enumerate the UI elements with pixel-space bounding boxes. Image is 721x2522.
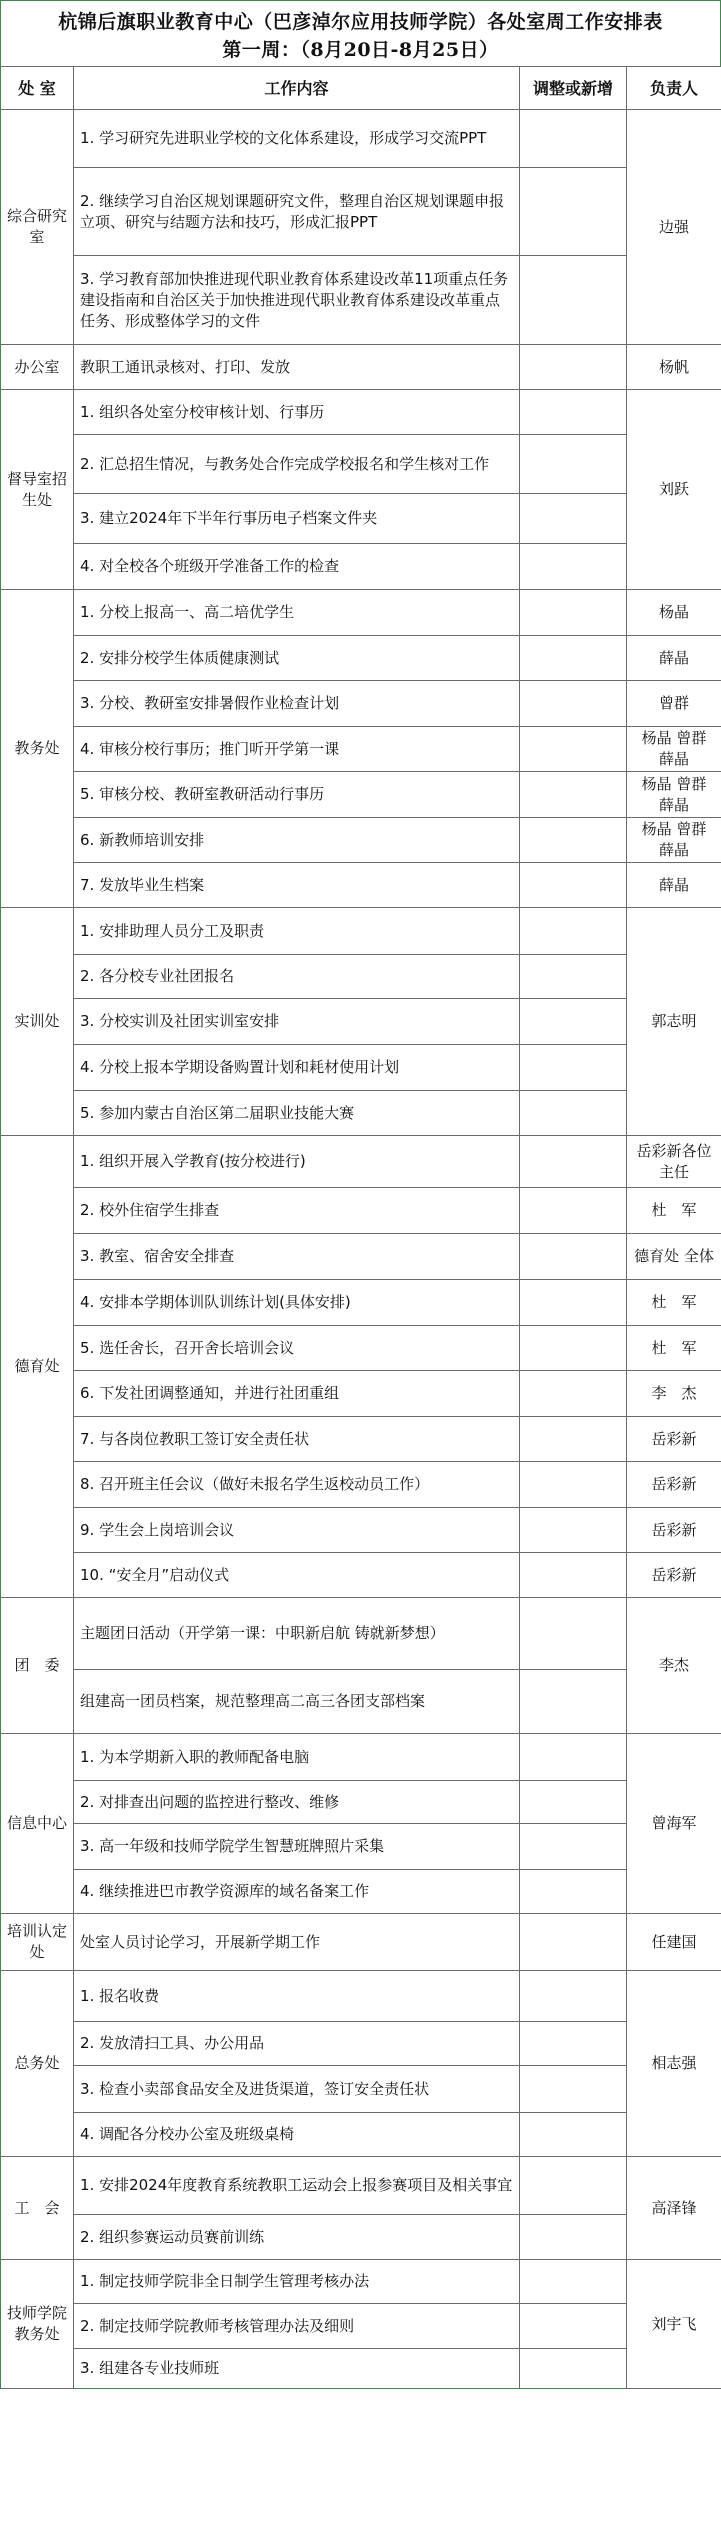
dept-name-cell: 实训处: [1, 908, 74, 1136]
table-row: [1, 1462, 721, 1508]
dept-name-cell: 教务处: [1, 590, 74, 908]
adjust-cell: [520, 1781, 627, 1824]
task-content-cell: 处室人员讨论学习，开展新学期工作: [74, 1914, 520, 1971]
adjust-cell: [520, 2215, 627, 2260]
table-row: [1, 2215, 721, 2260]
table-row: [1, 863, 721, 908]
table-row: [1, 590, 721, 636]
owner-cell: 曾海军: [627, 1734, 721, 1914]
adjust-cell: [520, 1508, 627, 1553]
owner-cell: 刘宇飞: [627, 2260, 721, 2389]
adjust-cell: [520, 772, 627, 818]
header-content: 工作内容: [74, 67, 520, 110]
table-row: [1, 1781, 721, 1824]
owner-cell: 岳彩新: [627, 1462, 721, 1508]
owner-cell: 郭志明: [627, 908, 721, 1136]
adjust-cell: [520, 2304, 627, 2349]
adjust-cell: [520, 1136, 627, 1188]
owner-cell: 杜 军: [627, 1188, 721, 1234]
owner-cell: 德育处 全体: [627, 1234, 721, 1280]
table-row: [1, 1870, 721, 1914]
task-content-cell: 7. 发放毕业生档案: [74, 863, 520, 908]
owner-cell: 岳彩新: [627, 1508, 721, 1553]
title-block: [0, 0, 721, 66]
adjust-cell: [520, 636, 627, 681]
owner-cell: 曾群: [627, 681, 721, 727]
adjust-cell: [520, 256, 627, 345]
dept-name-cell: 德育处: [1, 1136, 74, 1598]
header-row: [1, 67, 721, 110]
owner-cell: 杜 军: [627, 1326, 721, 1371]
adjust-cell: [520, 1971, 627, 2022]
task-content-cell: 3. 检查小卖部食品安全及进货渠道，签订安全责任状: [74, 2066, 520, 2113]
table-row: [1, 2157, 721, 2215]
dept-name-cell: 工 会: [1, 2157, 74, 2260]
table-row: [1, 2349, 721, 2389]
task-content-cell: 3. 分校、教研室安排暑假作业检查计划: [74, 681, 520, 727]
task-content-cell: 2. 校外住宿学生排查: [74, 1188, 520, 1234]
table-row: [1, 1091, 721, 1136]
owner-cell: 杨晶 曾群 薛晶: [627, 727, 721, 772]
table-row: [1, 1045, 721, 1091]
dept-name-cell: 总务处: [1, 1971, 74, 2157]
table-row: [1, 168, 721, 256]
adjust-cell: [520, 590, 627, 636]
task-content-cell: 4. 继续推进巴市教学资源库的域名备案工作: [74, 1870, 520, 1914]
owner-cell: 李杰: [627, 1598, 721, 1734]
adjust-cell: [520, 1234, 627, 1280]
task-content-cell: 9. 学生会上岗培训会议: [74, 1508, 520, 1553]
task-content-cell: 3. 教室、宿舍安全排查: [74, 1234, 520, 1280]
dept-name-cell: 培训认定处: [1, 1914, 74, 1971]
table-row: [1, 727, 721, 772]
task-content-cell: 主题团日活动（开学第一课：中职新启航 铸就新梦想）: [74, 1598, 520, 1670]
table-row: [1, 955, 721, 999]
task-content-cell: 1. 分校上报高一、高二培优学生: [74, 590, 520, 636]
header-owner: 负责人: [627, 67, 721, 110]
adjust-cell: [520, 1045, 627, 1091]
task-content-cell: 2. 安排分校学生体质健康测试: [74, 636, 520, 681]
adjust-cell: [520, 2349, 627, 2389]
adjust-cell: [520, 1914, 627, 1971]
table-row: [1, 544, 721, 590]
dept-name-cell: 办公室: [1, 345, 74, 390]
task-content-cell: 3. 建立2024年下半年行事历电子档案文件夹: [74, 494, 520, 544]
adjust-cell: [520, 2157, 627, 2215]
page-title: 杭锦后旗职业教育中心（巴彦淖尔应用技师学院）各处室周工作安排表: [58, 10, 663, 33]
adjust-cell: [520, 999, 627, 1045]
task-content-cell: 2. 各分校专业社团报名: [74, 955, 520, 999]
task-content-cell: 2. 汇总招生情况，与教务处合作完成学校报名和学生核对工作: [74, 435, 520, 494]
table-row: [1, 1914, 721, 1971]
adjust-cell: [520, 435, 627, 494]
adjust-cell: [520, 1870, 627, 1914]
table-row: [1, 1371, 721, 1417]
task-content-cell: 3. 高一年级和技师学院学生智慧班牌照片采集: [74, 1824, 520, 1870]
adjust-cell: [520, 1280, 627, 1326]
adjust-cell: [520, 955, 627, 999]
task-content-cell: 8. 召开班主任会议（做好未报名学生返校动员工作）: [74, 1462, 520, 1508]
task-content-cell: 6. 新教师培训安排: [74, 818, 520, 863]
table-row: [1, 1188, 721, 1234]
schedule-table: [0, 66, 721, 2389]
adjust-cell: [520, 1553, 627, 1598]
adjust-cell: [520, 168, 627, 256]
table-row: [1, 1280, 721, 1326]
table-row: [1, 636, 721, 681]
task-content-cell: 5. 参加内蒙古自治区第二届职业技能大赛: [74, 1091, 520, 1136]
table-row: [1, 2304, 721, 2349]
owner-cell: 李 杰: [627, 1371, 721, 1417]
task-content-cell: 5. 审核分校、教研室教研活动行事历: [74, 772, 520, 818]
adjust-cell: [520, 110, 627, 168]
dept-name-cell: 团 委: [1, 1598, 74, 1734]
owner-cell: 薛晶: [627, 863, 721, 908]
adjust-cell: [520, 1371, 627, 1417]
adjust-cell: [520, 345, 627, 390]
owner-cell: 杨晶 曾群 薛晶: [627, 818, 721, 863]
table-row: [1, 1417, 721, 1462]
task-content-cell: 教职工通讯录核对、打印、发放: [74, 345, 520, 390]
adjust-cell: [520, 818, 627, 863]
adjust-cell: [520, 2022, 627, 2066]
owner-cell: 岳彩新: [627, 1553, 721, 1598]
table-row: [1, 1598, 721, 1670]
task-content-cell: 7. 与各岗位教职工签订安全责任状: [74, 1417, 520, 1462]
table-row: [1, 110, 721, 168]
table-row: [1, 345, 721, 390]
dept-name-cell: 信息中心: [1, 1734, 74, 1914]
owner-cell: 岳彩新各位主任: [627, 1136, 721, 1188]
task-content-cell: 10. “安全月”启动仪式: [74, 1553, 520, 1598]
task-content-cell: 4. 安排本学期体训队训练计划(具体安排): [74, 1280, 520, 1326]
table-row: [1, 1234, 721, 1280]
owner-cell: 杨帆: [627, 345, 721, 390]
adjust-cell: [520, 1188, 627, 1234]
adjust-cell: [520, 727, 627, 772]
table-row: [1, 908, 721, 955]
task-content-cell: 2. 制定技师学院教师考核管理办法及细则: [74, 2304, 520, 2349]
adjust-cell: [520, 863, 627, 908]
adjust-cell: [520, 2113, 627, 2157]
task-content-cell: 1. 为本学期新入职的教师配备电脑: [74, 1734, 520, 1781]
task-content-cell: 1. 制定技师学院非全日制学生管理考核办法: [74, 2260, 520, 2304]
table-row: [1, 2113, 721, 2157]
task-content-cell: 4. 调配各分校办公室及班级桌椅: [74, 2113, 520, 2157]
owner-cell: 边强: [627, 110, 721, 345]
table-row: [1, 772, 721, 818]
page-subtitle: 第一周：（8月20日-8月25日）: [222, 38, 499, 61]
adjust-cell: [520, 494, 627, 544]
table-row: [1, 2022, 721, 2066]
task-content-cell: 1. 报名收费: [74, 1971, 520, 2022]
adjust-cell: [520, 1734, 627, 1781]
task-content-cell: 2. 对排查出问题的监控进行整改、维修: [74, 1781, 520, 1824]
adjust-cell: [520, 1091, 627, 1136]
task-content-cell: 4. 审核分校行事历；推门听开学第一课: [74, 727, 520, 772]
adjust-cell: [520, 1417, 627, 1462]
adjust-cell: [520, 1326, 627, 1371]
owner-cell: 刘跃: [627, 390, 721, 590]
owner-cell: 相志强: [627, 1971, 721, 2157]
task-content-cell: 2. 发放清扫工具、办公用品: [74, 2022, 520, 2066]
table-row: [1, 1553, 721, 1598]
adjust-cell: [520, 2260, 627, 2304]
table-row: [1, 256, 721, 345]
adjust-cell: [520, 1462, 627, 1508]
task-content-cell: 1. 学习研究先进职业学校的文化体系建设，形成学习交流PPT: [74, 110, 520, 168]
task-content-cell: 组建高一团员档案，规范整理高二高三各团支部档案: [74, 1670, 520, 1734]
table-row: [1, 390, 721, 435]
table-row: [1, 2260, 721, 2304]
table-row: [1, 494, 721, 544]
task-content-cell: 3. 学习教育部加快推进现代职业教育体系建设改革11项重点任务建设指南和自治区关于加快推进现代职业教育体系建设改革重点任务、形成整体学习的文件: [74, 256, 520, 345]
table-row: [1, 818, 721, 863]
task-content-cell: 2. 继续学习自治区规划课题研究文件，整理自治区规划课题申报立项、研究与结题方法和技巧，形成汇报PPT: [74, 168, 520, 256]
table-row: [1, 1136, 721, 1188]
owner-cell: 高泽锋: [627, 2157, 721, 2260]
adjust-cell: [520, 1824, 627, 1870]
task-content-cell: 4. 对全校各个班级开学准备工作的检查: [74, 544, 520, 590]
adjust-cell: [520, 544, 627, 590]
table-row: [1, 1824, 721, 1870]
table-row: [1, 1670, 721, 1734]
table-row: [1, 1326, 721, 1371]
owner-cell: 岳彩新: [627, 1417, 721, 1462]
adjust-cell: [520, 1670, 627, 1734]
dept-name-cell: 综合研究室: [1, 110, 74, 345]
task-content-cell: 3. 组建各专业技师班: [74, 2349, 520, 2389]
table-row: [1, 1734, 721, 1781]
adjust-cell: [520, 390, 627, 435]
table-row: [1, 2066, 721, 2113]
owner-cell: 杨晶 曾群 薛晶: [627, 772, 721, 818]
header-adjust: 调整或新增: [520, 67, 627, 110]
table-row: [1, 999, 721, 1045]
owner-cell: 杜 军: [627, 1280, 721, 1326]
table-row: [1, 1508, 721, 1553]
task-content-cell: 6. 下发社团调整通知，并进行社团重组: [74, 1371, 520, 1417]
header-dept: 处 室: [1, 67, 74, 110]
dept-name-cell: 技师学院教务处: [1, 2260, 74, 2389]
adjust-cell: [520, 681, 627, 727]
owner-cell: 杨晶: [627, 590, 721, 636]
task-content-cell: 5. 选任舍长，召开舍长培训会议: [74, 1326, 520, 1371]
owner-cell: 任建国: [627, 1914, 721, 1971]
task-content-cell: 3. 分校实训及社团实训室安排: [74, 999, 520, 1045]
task-content-cell: 1. 安排助理人员分工及职责: [74, 908, 520, 955]
task-content-cell: 4. 分校上报本学期设备购置计划和耗材使用计划: [74, 1045, 520, 1091]
adjust-cell: [520, 1598, 627, 1670]
task-content-cell: 1. 组织开展入学教育(按分校进行): [74, 1136, 520, 1188]
task-content-cell: 2. 组织参赛运动员赛前训练: [74, 2215, 520, 2260]
schedule-body: [1, 110, 721, 2389]
table-row: [1, 435, 721, 494]
dept-name-cell: 督导室招生处: [1, 390, 74, 590]
table-row: [1, 1971, 721, 2022]
adjust-cell: [520, 2066, 627, 2113]
task-content-cell: 1. 安排2024年度教育系统教职工运动会上报参赛项目及相关事宜: [74, 2157, 520, 2215]
adjust-cell: [520, 908, 627, 955]
task-content-cell: 1. 组织各处室分校审核计划、行事历: [74, 390, 520, 435]
owner-cell: 薛晶: [627, 636, 721, 681]
table-row: [1, 681, 721, 727]
